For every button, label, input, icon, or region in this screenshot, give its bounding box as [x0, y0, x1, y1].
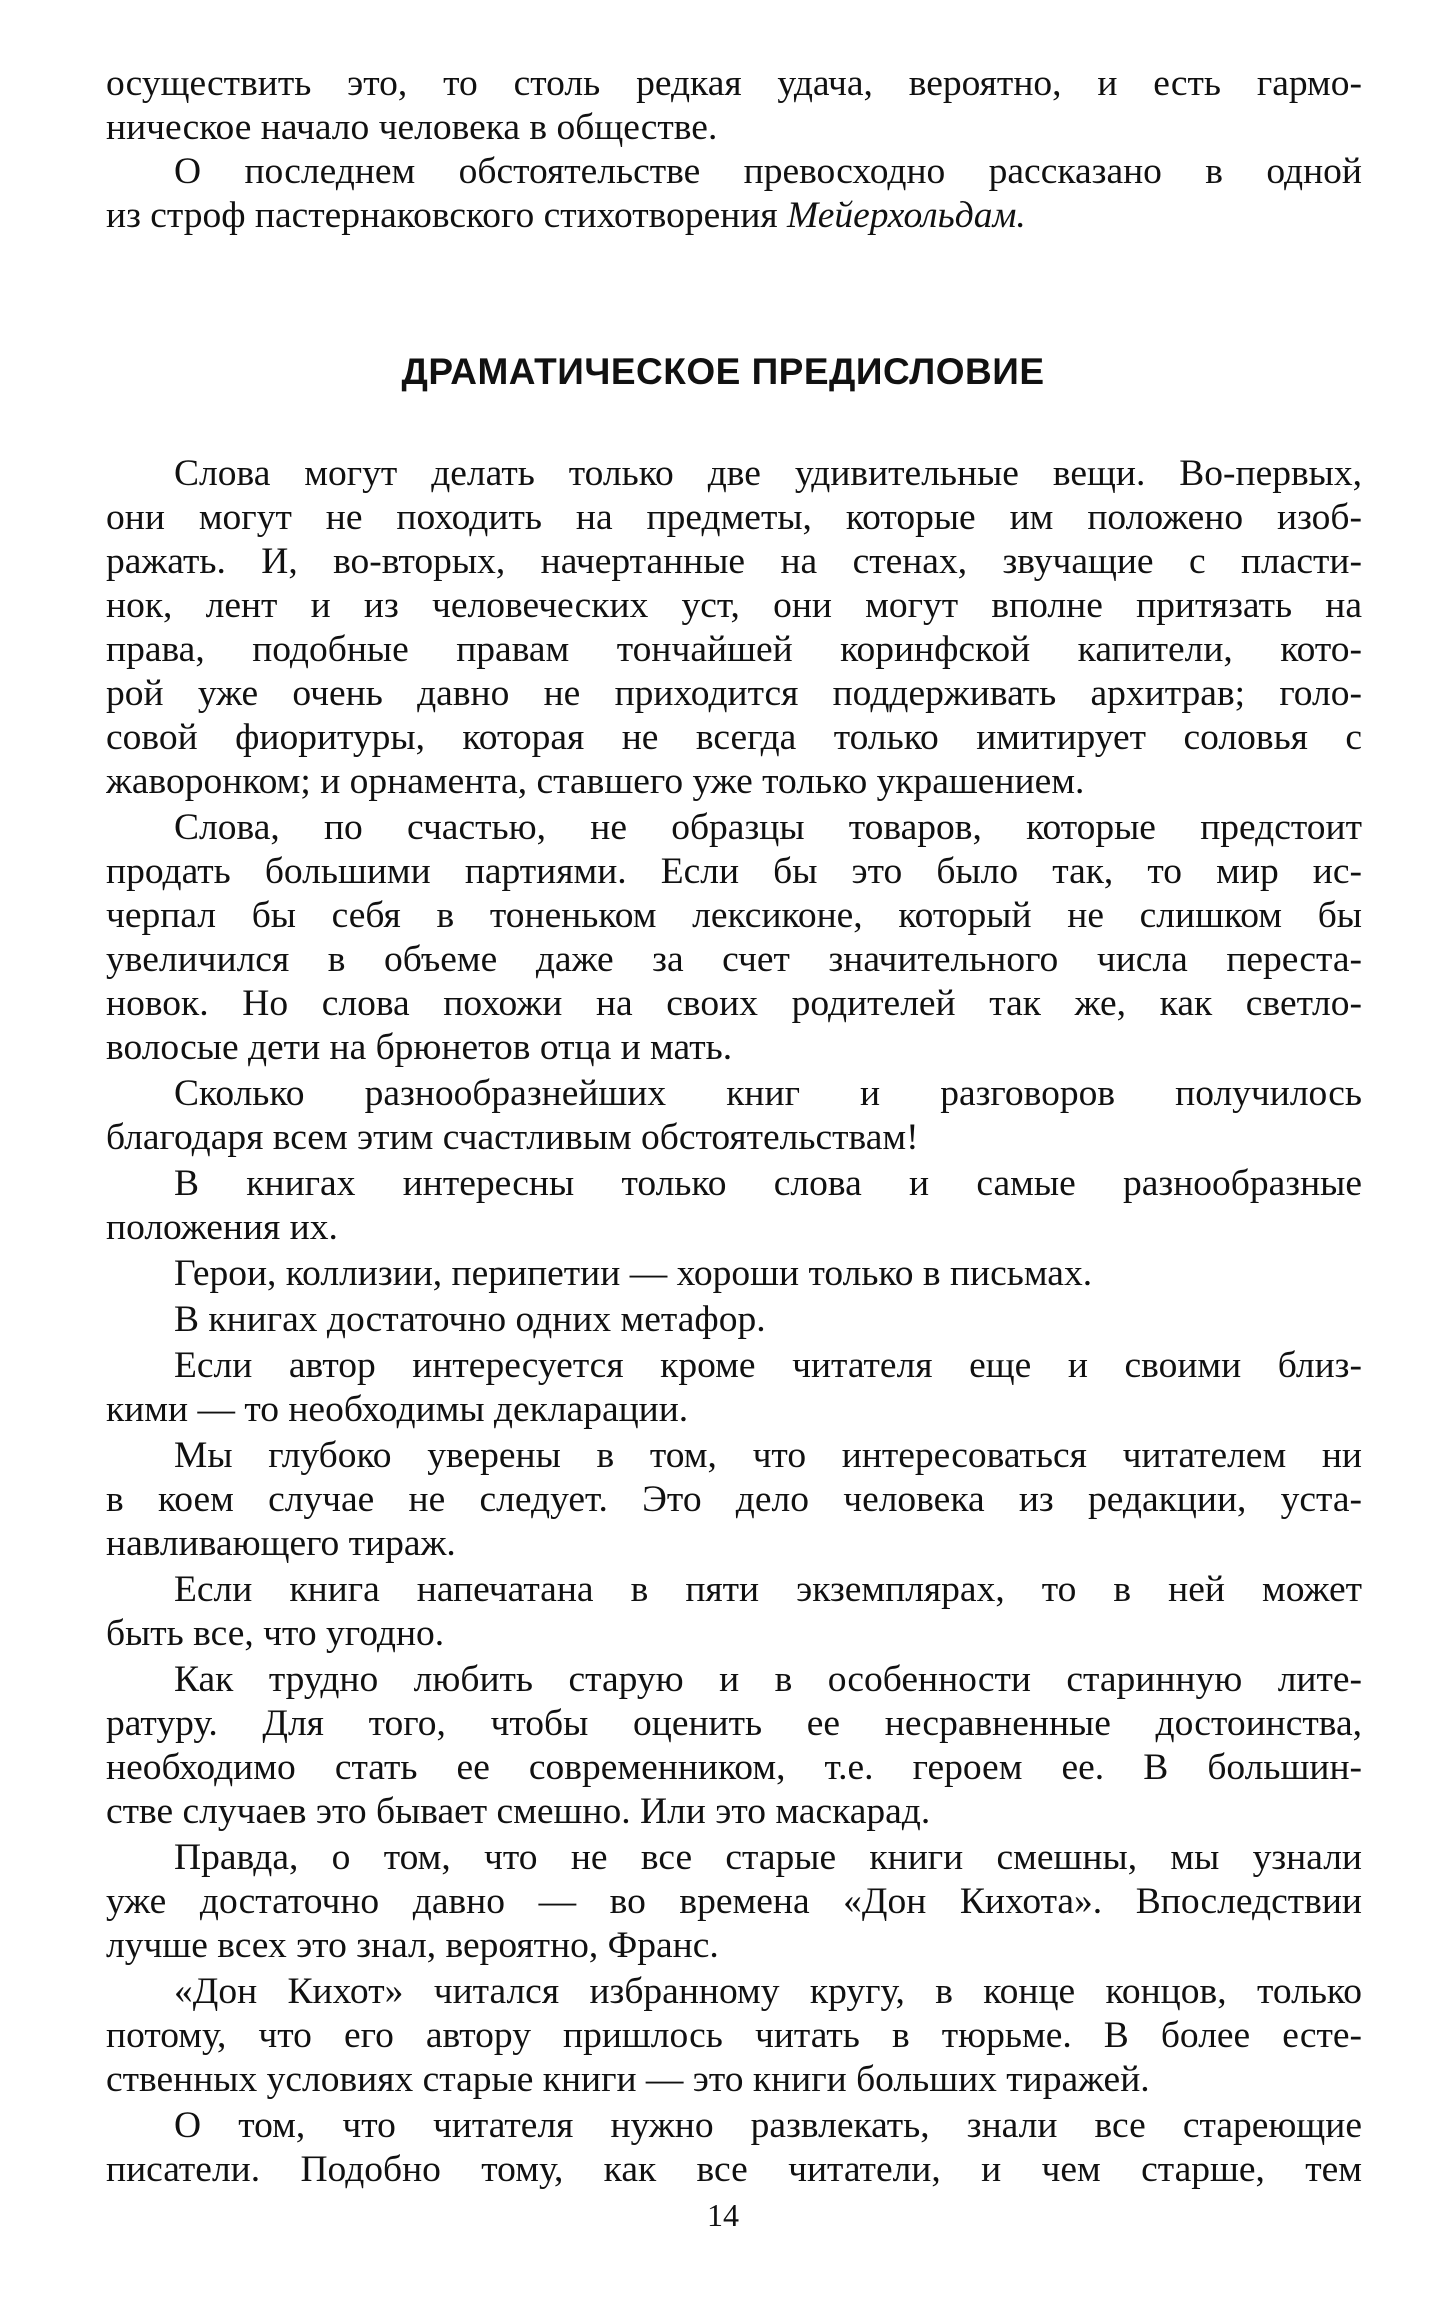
text-line: продать большими партиями. Если бы это было так, то мир ис-: [106, 851, 1362, 892]
text-line: нок, лент и из человеческих уст, они могут вполне притязать на: [106, 585, 1362, 626]
text-line: Если автор интересуется кроме читателя еще и своими близ-: [174, 1345, 1362, 1386]
text-line: Как трудно любить старую и в особенности старинную лите-: [174, 1659, 1362, 1700]
text-line: осуществить это, то столь редкая удача, вероятно, и есть гармо-: [106, 63, 1362, 104]
text-line: рой уже очень давно не приходится поддерживать архитрав; голо-: [106, 673, 1362, 714]
text-line: В книгах достаточно одних метафор.: [174, 1299, 766, 1340]
text-line: В книгах интересны только слова и самые разнообразные: [174, 1163, 1362, 1204]
text-line: ническое начало человека в обществе.: [106, 107, 718, 148]
text-line: совой фиоритуры, которая не всегда только имитирует соловья с: [106, 717, 1362, 758]
text-line: стве случаев это бывает смешно. Или это маскарад.: [106, 1791, 931, 1832]
poem-title: Мейерхольдам.: [787, 195, 1026, 236]
text-line: ражать. И, во-вторых, начертанные на стенах, звучащие с пласти-: [106, 541, 1362, 582]
page-number: 14: [707, 2197, 739, 2233]
text-line: быть все, что угодно.: [106, 1613, 445, 1654]
text-line: необходимо стать ее современником, т.е. героем ее. В большин-: [106, 1747, 1362, 1788]
text-line: Слова могут делать только две удивительные вещи. Во-первых,: [174, 453, 1362, 494]
text-line: навливающего тираж.: [106, 1523, 456, 1564]
text-line: жаворонком; и орнамента, ставшего уже только украшением.: [106, 761, 1085, 802]
text-line: Если книга напечатана в пяти экземплярах, то в ней может: [174, 1569, 1362, 1610]
text-line: права, подобные правам тончайшей коринфской капители, кото-: [106, 629, 1362, 670]
text-line: ственных условиях старые книги — это книги больших тиражей.: [106, 2059, 1150, 2100]
text-line: Мы глубоко уверены в том, что интересоваться читателем ни: [174, 1435, 1362, 1476]
text-line: лучше всех это знал, вероятно, Франс.: [106, 1925, 719, 1966]
text-line: благодаря всем этим счастливым обстоятельствам!: [106, 1117, 919, 1158]
text-line: О последнем обстоятельстве превосходно рассказано в одной: [174, 151, 1362, 192]
text-line: волосые дети на брюнетов отца и мать.: [106, 1027, 733, 1068]
text-line: они могут не походить на предметы, которые им положено изоб-: [106, 497, 1362, 538]
text-line: в коем случае не следует. Это дело человека из редакции, уста-: [106, 1479, 1362, 1520]
text-line: Герои, коллизии, перипетии — хороши только в письмах.: [174, 1253, 1093, 1294]
text-line: Слова, по счастью, не образцы товаров, которые предстоит: [174, 807, 1362, 848]
text-line: положения их.: [106, 1207, 338, 1248]
text-line: [106, 194, 1362, 238]
text-line: увеличился в объеме даже за счет значительного числа переста-: [106, 939, 1362, 980]
text-line: «Дон Кихот» читался избранному кругу, в конце концов, только: [174, 1971, 1362, 2012]
text-line: О том, что читателя нужно развлекать, знали все стареющие: [174, 2105, 1362, 2146]
text-line: потому, что его автору пришлось читать в тюрьме. В более есте-: [106, 2015, 1362, 2056]
text-fragment: из строф пастернаковского стихотворения: [106, 195, 788, 236]
text-line: уже достаточно давно — во времена «Дон Кихота». Впоследствии: [106, 1881, 1362, 1922]
text-line: новок. Но слова похожи на своих родителей так же, как светло-: [106, 983, 1362, 1024]
section-heading: ДРАМАТИЧЕСКОЕ ПРЕДИСЛОВИЕ: [401, 351, 1045, 392]
text-line: Сколько разнообразнейших книг и разговоров получилось: [174, 1073, 1362, 1114]
text-line: ратуру. Для того, чтобы оценить ее несравненные достоинства,: [106, 1703, 1362, 1744]
text-line: писатели. Подобно тому, как все читатели, и чем старше, тем: [106, 2149, 1362, 2190]
text-line: кими — то необходимы декларации.: [106, 1389, 689, 1430]
text-line: Правда, о том, что не все старые книги смешны, мы узнали: [174, 1837, 1362, 1878]
text-line: черпал бы себя в тоненьком лексиконе, который не слишком бы: [106, 895, 1362, 936]
